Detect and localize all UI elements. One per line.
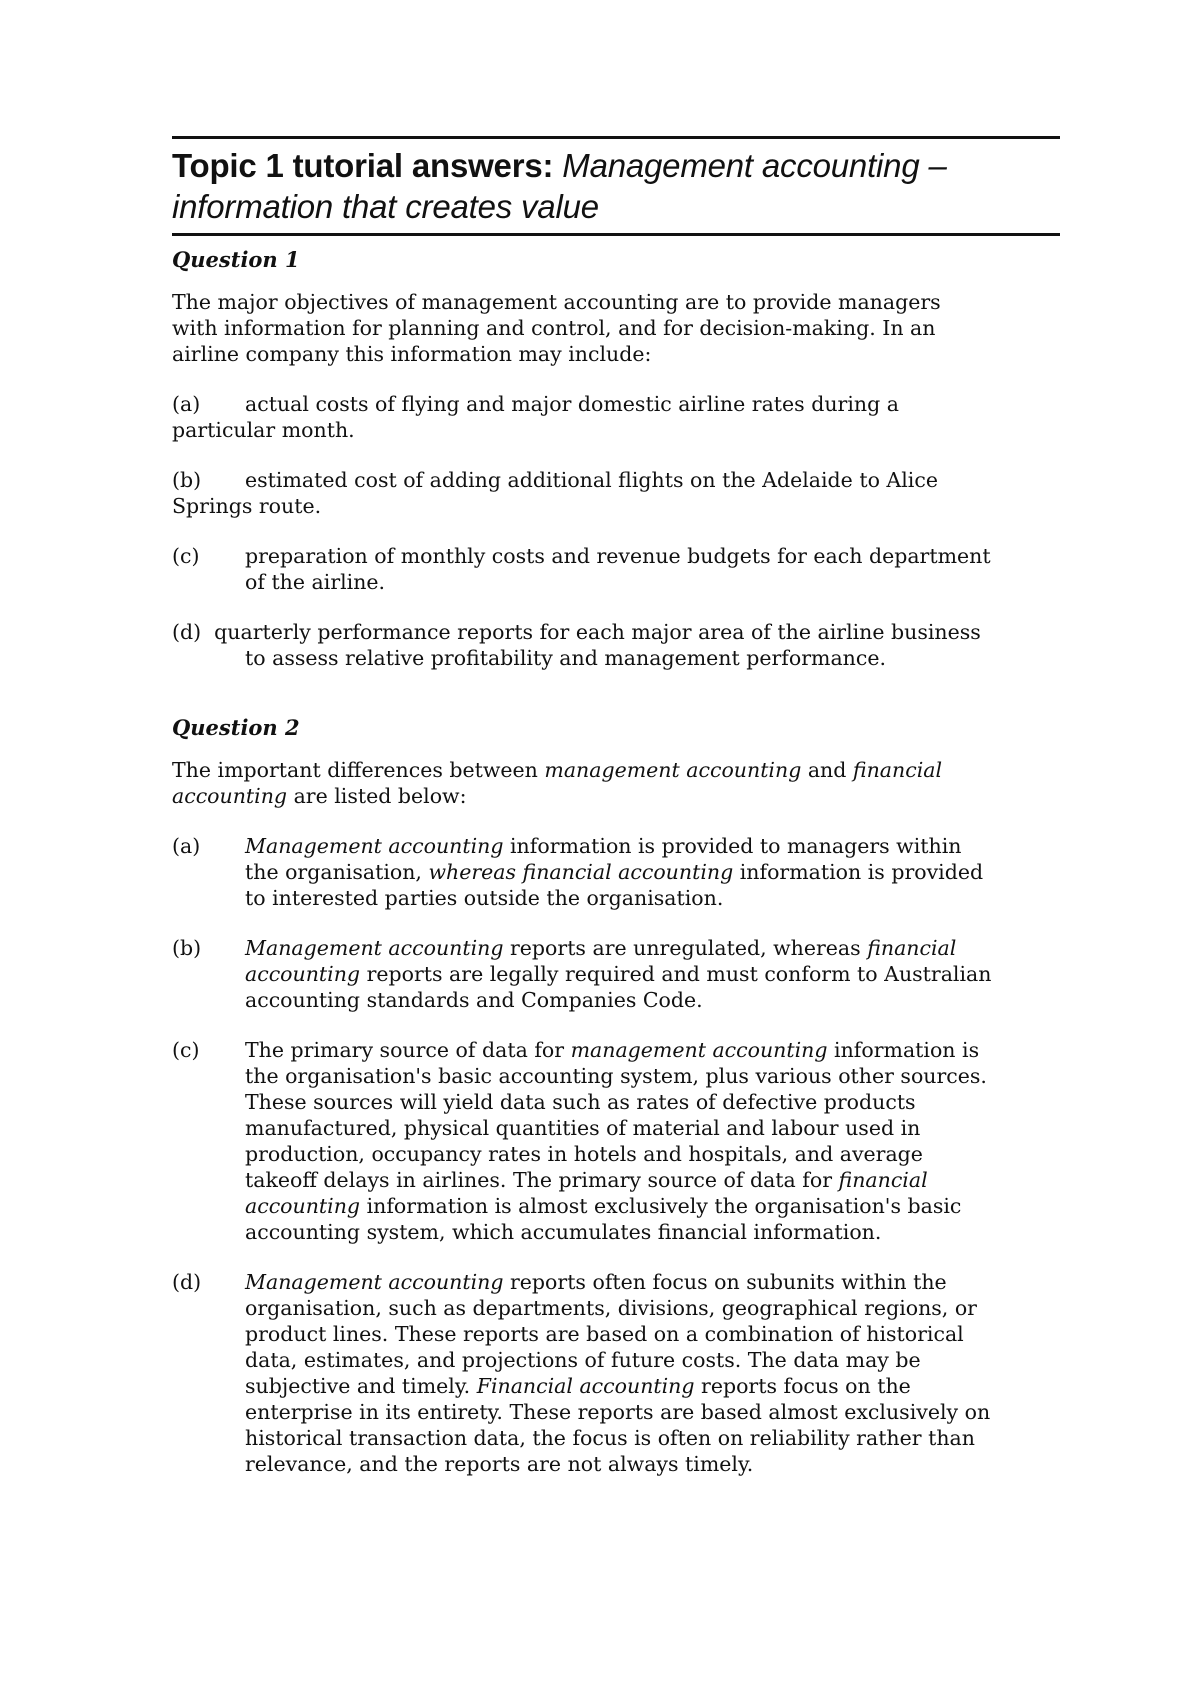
item-text: reports are legally required and must conform to Australian — [360, 962, 992, 986]
question-1-heading: Question 1 — [172, 247, 300, 272]
item-text: subjective and timely. — [245, 1374, 477, 1398]
q2-item-a — [172, 833, 1060, 911]
item-text: the organisation, — [245, 860, 429, 884]
item-text: the organisation's basic accounting system, plus various other sources. — [245, 1064, 987, 1088]
item-text: of the airline. — [245, 570, 386, 594]
q1-item-c — [172, 543, 1060, 595]
item-text: reports focus on the — [694, 1374, 911, 1398]
item-text: estimated cost of adding additional flights on the Adelaide to Alice — [245, 468, 938, 492]
item-text: product lines. These reports are based on a combination of historical — [245, 1322, 964, 1346]
title-italic-part-1: Management accounting – — [562, 147, 947, 184]
item-label: (d) — [172, 620, 202, 644]
item-text: manufactured, physical quantities of material and labour used in — [245, 1116, 921, 1140]
item-text: information is almost exclusively the organisation's basic — [360, 1194, 962, 1218]
item-text: reports are unregulated, whereas — [503, 936, 868, 960]
item-text: historical transaction data, the focus is often on reliability rather than — [245, 1426, 975, 1450]
item-text: reports often focus on subunits within the — [503, 1270, 947, 1294]
intro-emphasis: financial — [852, 758, 943, 782]
page-title — [172, 145, 1060, 227]
item-emphasis: management accounting — [570, 1038, 828, 1062]
item-text: enterprise in its entirety. These reports are based almost exclusively on — [245, 1400, 991, 1424]
item-text: relevance, and the reports are not always timely. — [245, 1452, 754, 1476]
item-text: quarterly performance reports for each major area of the airline business — [214, 620, 981, 644]
item-text: organisation, such as departments, divisions, geographical regions, or — [245, 1296, 977, 1320]
intro-text: are listed below: — [287, 784, 467, 808]
intro-line: The major objectives of management accounting are to provide managers — [172, 290, 941, 314]
item-text: preparation of monthly costs and revenue budgets for each department — [245, 544, 991, 568]
q2-item-b — [172, 935, 1060, 1013]
item-text: particular month. — [172, 418, 355, 442]
intro-emphasis: management accounting — [544, 758, 802, 782]
item-text: data, estimates, and projections of future costs. The data may be — [245, 1348, 921, 1372]
item-text: actual costs of flying and major domestic airline rates during a — [245, 392, 899, 416]
q1-item-a — [172, 391, 1060, 443]
item-label: (c) — [172, 1038, 200, 1062]
item-text: takeoff delays in airlines. The primary source of data for — [245, 1168, 839, 1192]
item-text: These sources will yield data such as rates of defective products — [245, 1090, 916, 1114]
item-label: (a) — [172, 392, 201, 416]
q2-item-c — [172, 1037, 1060, 1245]
title-italic-part-2: information that creates value — [172, 188, 599, 225]
item-emphasis: Management accounting — [245, 936, 504, 960]
q2-item-d — [172, 1269, 1060, 1477]
item-label: (b) — [172, 468, 202, 492]
intro-text: and — [801, 758, 853, 782]
item-text: to interested parties outside the organisation. — [245, 886, 724, 910]
item-text: information is — [827, 1038, 980, 1062]
question-2-heading: Question 2 — [172, 715, 300, 740]
item-emphasis: financial — [838, 1168, 928, 1192]
item-text: to assess relative profitability and management performance. — [245, 646, 887, 670]
q1-item-d — [172, 619, 1060, 671]
question-2-intro — [172, 757, 1060, 809]
item-text: The primary source of data for — [245, 1038, 571, 1062]
item-label: (b) — [172, 936, 202, 960]
title-top-rule — [172, 136, 1060, 139]
intro-line: with information for planning and control, and for decision-making. In an — [172, 316, 936, 340]
item-label: (d) — [172, 1270, 202, 1294]
item-emphasis: Management accounting — [245, 834, 504, 858]
item-text: information is provided — [733, 860, 984, 884]
item-text: accounting system, which accumulates financial information. — [245, 1220, 882, 1244]
title-bottom-rule — [172, 233, 1060, 236]
item-emphasis: whereas financial accounting — [428, 860, 734, 884]
intro-line: airline company this information may include: — [172, 342, 652, 366]
item-label: (c) — [172, 544, 200, 568]
document-page — [172, 136, 1060, 1477]
question-1-intro — [172, 289, 1060, 367]
item-emphasis: Financial accounting — [476, 1374, 695, 1398]
item-text: accounting standards and Companies Code. — [245, 988, 703, 1012]
item-emphasis: accounting — [245, 1194, 361, 1218]
item-emphasis: financial — [867, 936, 957, 960]
item-text: production, occupancy rates in hotels and hospitals, and average — [245, 1142, 923, 1166]
item-text: Springs route. — [172, 494, 322, 518]
item-emphasis: accounting — [245, 962, 361, 986]
title-bold-part: Topic 1 tutorial answers: — [172, 147, 554, 184]
intro-emphasis: accounting — [172, 784, 288, 808]
item-emphasis: Management accounting — [245, 1270, 504, 1294]
intro-text: The important differences between — [172, 758, 545, 782]
q1-item-b — [172, 467, 1060, 519]
item-label: (a) — [172, 834, 201, 858]
item-text: information is provided to managers within — [503, 834, 962, 858]
